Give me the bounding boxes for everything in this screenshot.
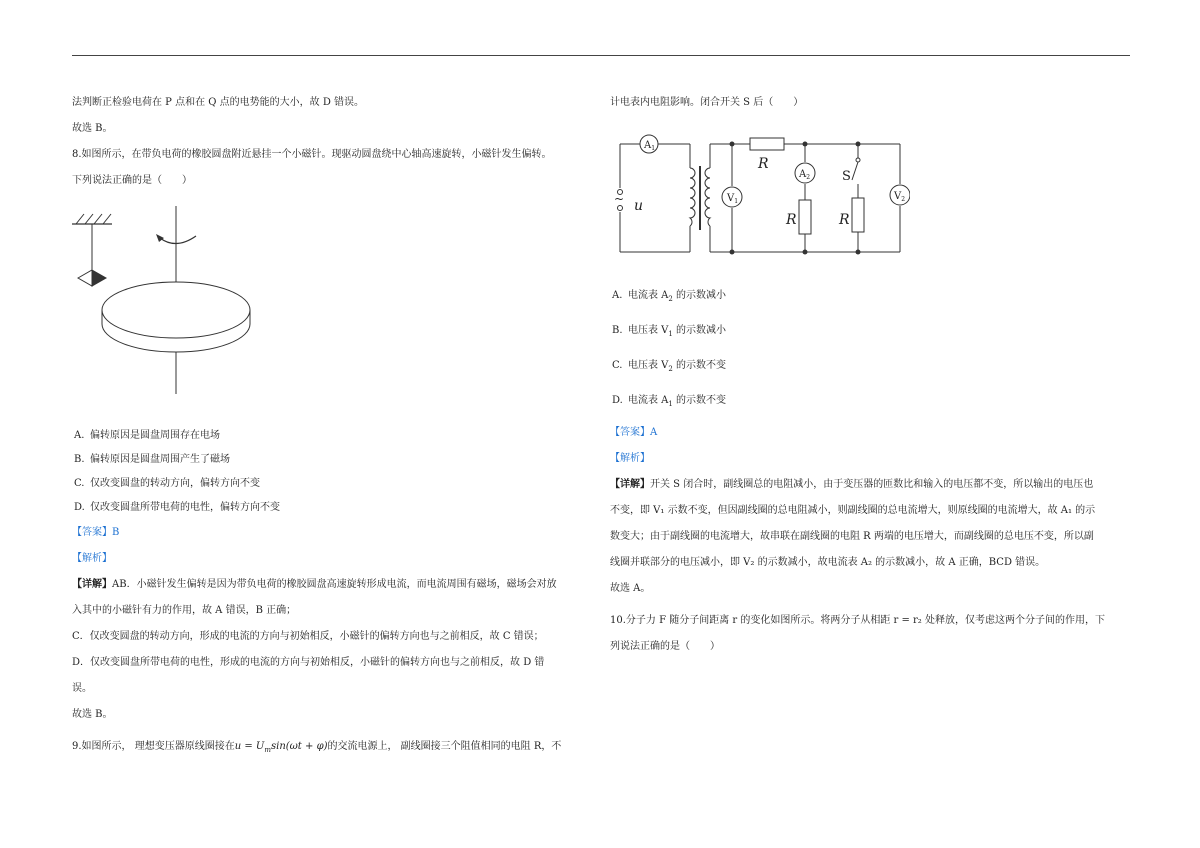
circuit-label-r-right: R <box>839 212 850 228</box>
transformer-circuit-figure <box>610 122 910 262</box>
option-a: A. 电流表 $A_2$ 的示数减小 <box>612 290 727 303</box>
circuit-label-a2: $A_2$ <box>799 169 811 181</box>
detail-tag: 【详解】 <box>610 479 650 490</box>
magnet-disc-figure <box>72 194 272 424</box>
text-line: 法判断正检验电荷在 P 点和在 Q 点的电势能的大小，故 D 错误。 <box>72 97 365 108</box>
circuit-label-a1: $A_1$ <box>644 140 656 152</box>
analysis-label: 【解析】 <box>72 553 112 564</box>
option-d: D. 仅改变圆盘所带电荷的电性，偏转方向不变 <box>74 502 280 513</box>
question-10-stem: 列说法正确的是（ ） <box>610 641 720 652</box>
question-9-stem-cont: 计电表内电阻影响。闭合开关 S 后（ ） <box>610 97 804 108</box>
detail-line: 数变大；由于副线圈的电流增大，故串联在副线圈的电阻 R 两端的电压增大，而副线圈的总电压不变，所以副 <box>610 531 1094 542</box>
question-8-stem: 下列说法正确的是（ ） <box>72 175 192 186</box>
detail-line: 不变，即 V₁ 示数不变，但因副线圈的总电阻减小，则副线圈的总电流增大，则原线圈的电流增大，故 A₁ 的示 <box>610 505 1096 516</box>
conclusion: 故选 A。 <box>610 583 651 594</box>
option-c: C. 仅改变圆盘的转动方向，偏转方向不变 <box>74 478 260 489</box>
option-a: A. 偏转原因是圆盘周围存在电场 <box>74 430 220 441</box>
option-c: C. 电压表 $V_2$ 的示数不变 <box>612 360 727 373</box>
circuit-label-s: S <box>842 169 851 184</box>
header-rule <box>72 55 1130 56</box>
detail-line: 线圈并联部分的电压减小，即 V₂ 的示数减小，故电流表 A₂ 的示数减小，故 A 正确，BCD 错误。 <box>610 557 1046 568</box>
detail-line: 【详解】AB．小磁针发生偏转是因为带负电荷的橡胶圆盘高速旋转形成电流，而电流周围有磁场，磁场会对放 <box>72 579 557 590</box>
question-10-stem: 10.分子力 F 随分子间距离 r 的变化如图所示。将两分子从相距 r = r₂ 处释放，仅考虑这两个分子间的作用，下 <box>610 615 1105 626</box>
conclusion: 故选 B。 <box>72 709 113 720</box>
detail-line: 【详解】开关 S 闭合时，副线圈总的电阻减小，由于变压器的匝数比和输入的电压都不变，所以输出的电压也 <box>610 479 1094 490</box>
answer-label: 【答案】A <box>610 427 658 438</box>
option-b: B. 偏转原因是圆盘周围产生了磁场 <box>74 454 230 465</box>
question-8-stem: 8.如图所示，在带负电荷的橡胶圆盘附近悬挂一个小磁针。现驱动圆盘绕中心轴高速旋转，小磁针发生偏转。 <box>72 149 552 160</box>
question-9-stem: 9.如图所示， 理想变压器原线圈接在$u = U_m\sin(\omega t + \varphi)$的交流电源上， 副线圈接三个阻值相同的电阻 R，不 <box>72 741 562 754</box>
right-column <box>610 90 1130 660</box>
circuit-label-u: u <box>634 198 644 214</box>
circuit-label-r-top: R <box>758 156 769 172</box>
detail-line: 入其中的小磁针有力的作用，故 A 错误，B 正确； <box>72 605 297 616</box>
circuit-label-v2: $V_2$ <box>894 191 906 203</box>
text-line: 故选 B。 <box>72 123 113 134</box>
detail-line: D．仅改变圆盘所带电荷的电性，形成的电流的方向与初始相反，小磁针的偏转方向也与之前相反，故 D 错 <box>72 657 545 668</box>
detail-tag: 【详解】 <box>72 579 112 590</box>
option-b: B. 电压表 $V_1$ 的示数减小 <box>612 325 727 338</box>
detail-line: 误。 <box>72 683 92 694</box>
circuit-label-r-mid: R <box>786 212 797 228</box>
left-column <box>72 90 592 763</box>
detail-line: C．仅改变圆盘的转动方向，形成的电流的方向与初始相反，小磁针的偏转方向也与之前相反，故 C 错误； <box>72 631 544 642</box>
circuit-label-v1: $V_1$ <box>727 193 739 205</box>
circuit-label-ac: ~ <box>614 192 625 206</box>
analysis-label: 【解析】 <box>610 453 650 464</box>
option-d: D. 电流表 $A_1$ 的示数不变 <box>612 395 727 408</box>
answer-label: 【答案】B <box>72 527 120 538</box>
